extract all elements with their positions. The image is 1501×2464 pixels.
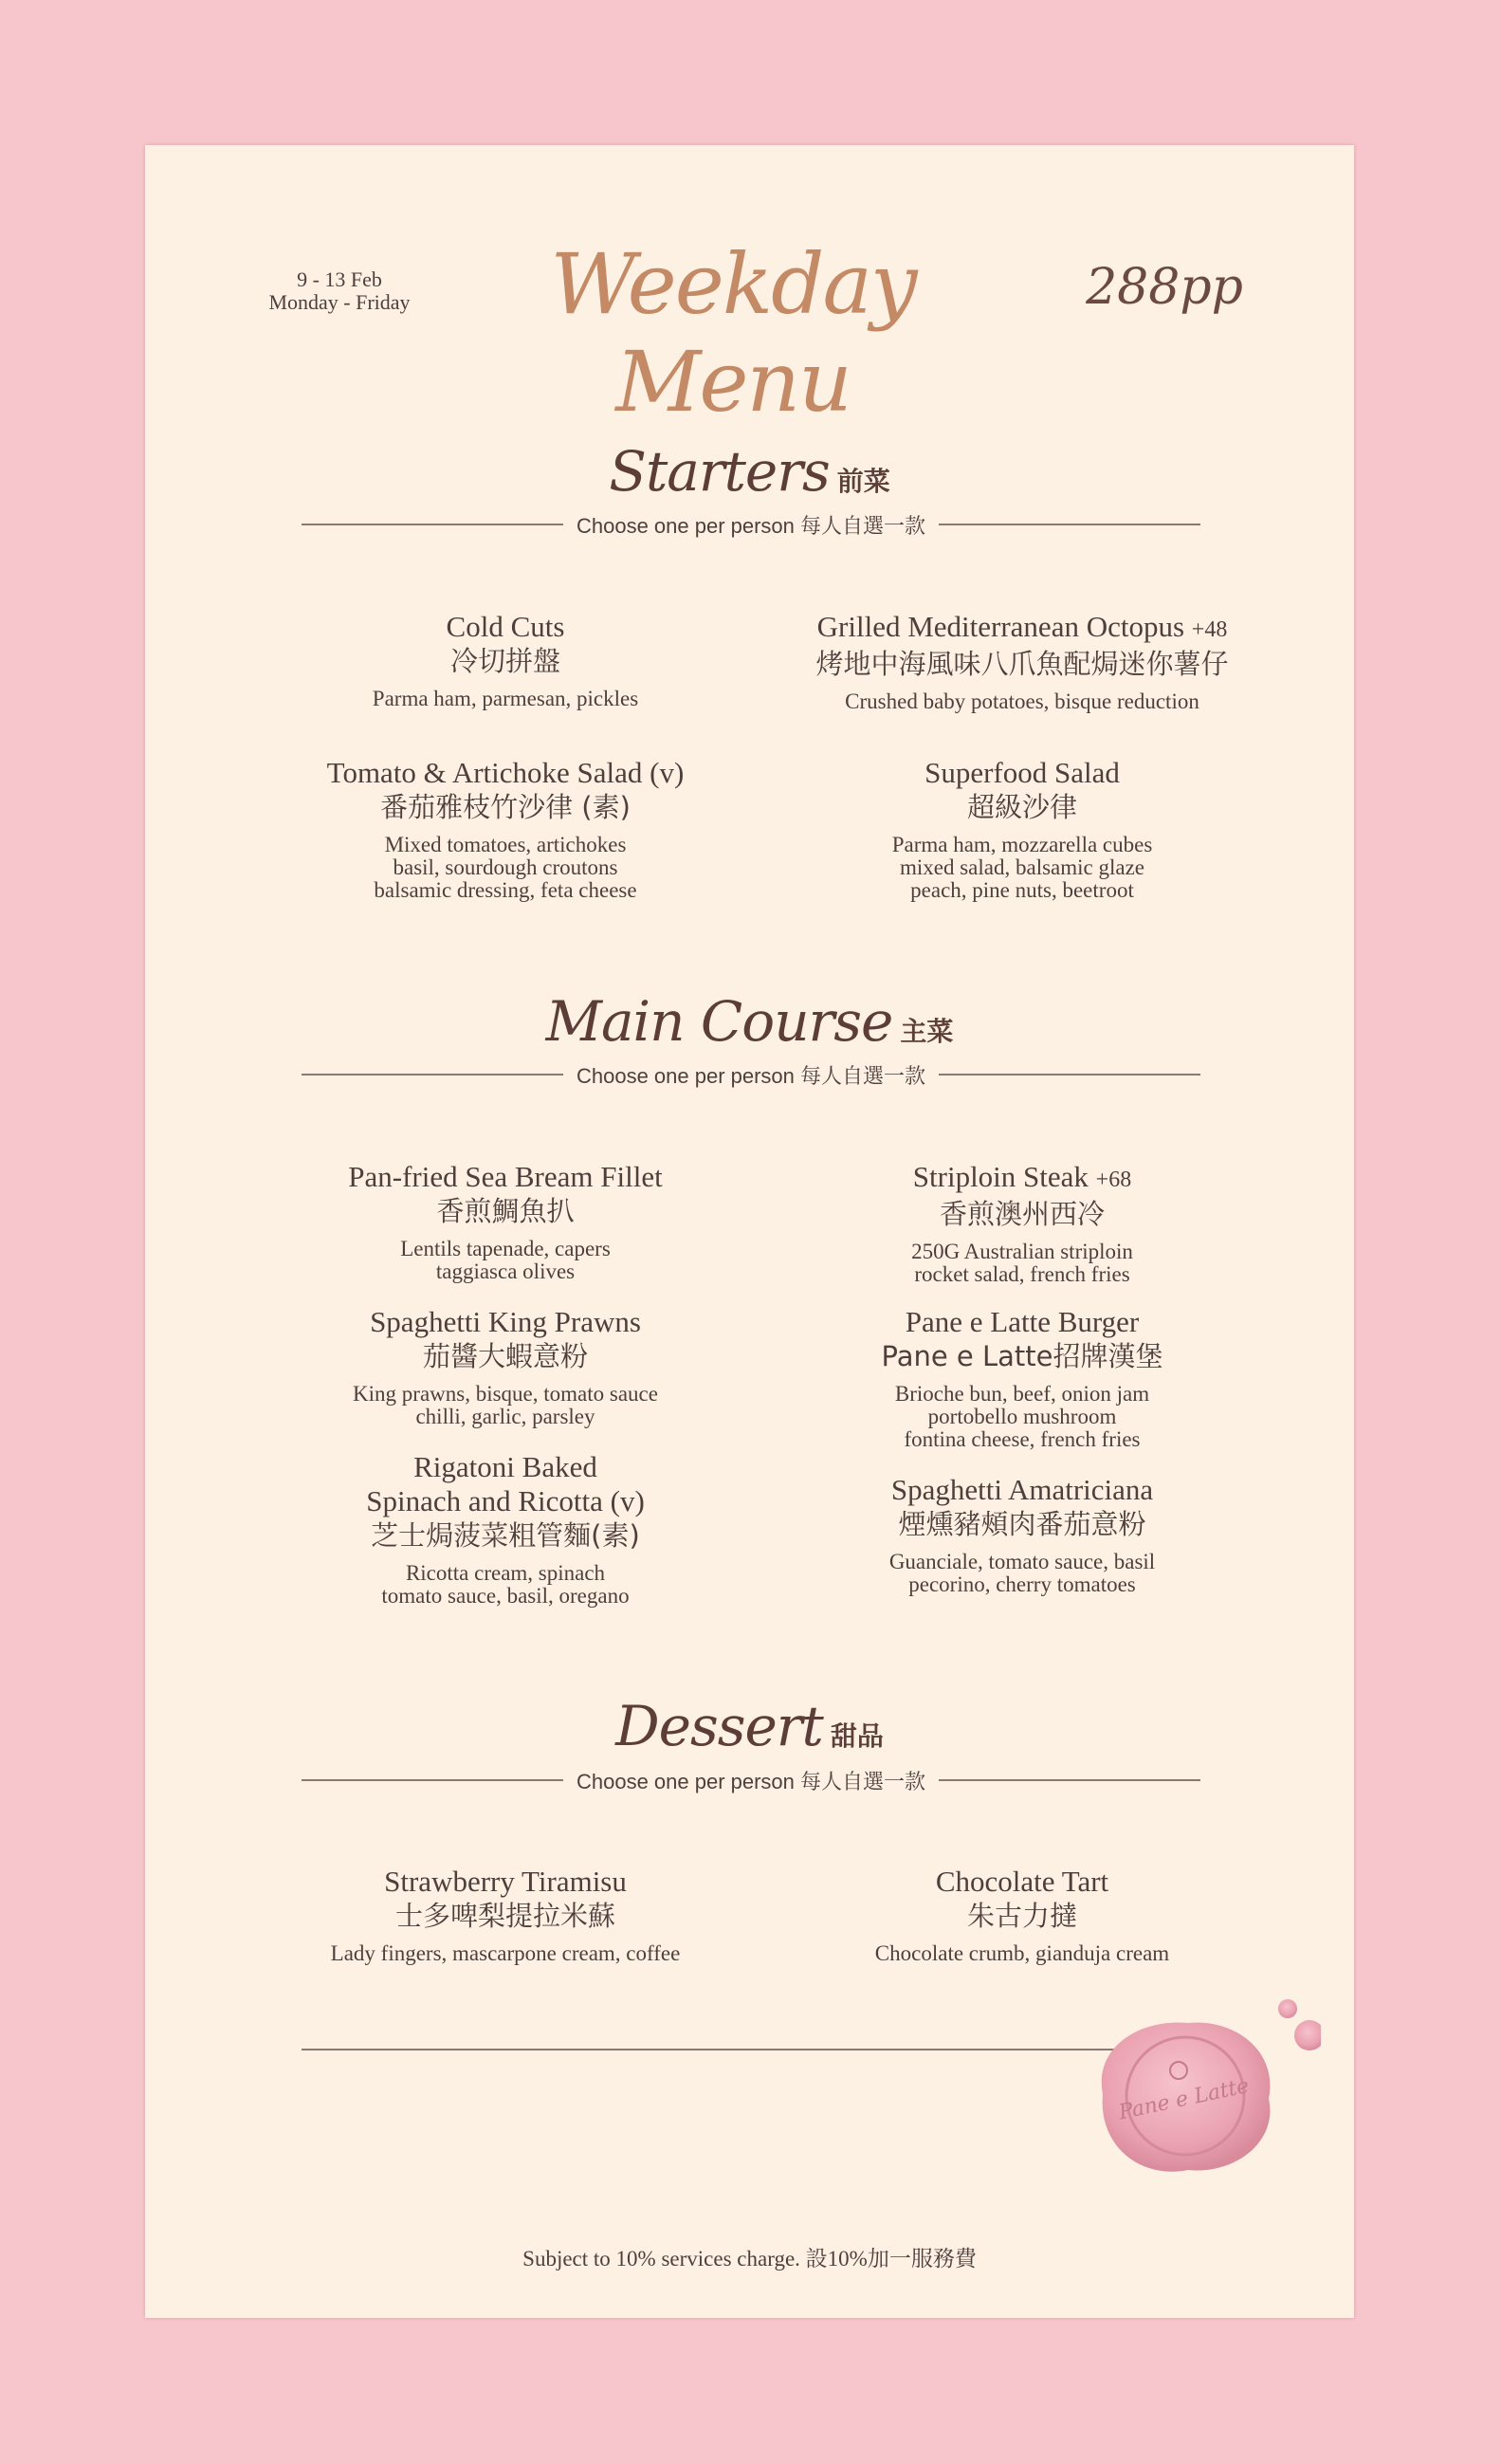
menu-item	[752, 1865, 1292, 1965]
item-desc: Ricotta cream, spinach tomato sauce, basil, oregano	[381, 1561, 630, 1608]
section-title-en: Main Course	[545, 989, 893, 1054]
item-name: Spaghetti Amatriciana	[890, 1473, 1154, 1506]
item-name-line2: Spinach and Ricotta (v)	[366, 1484, 645, 1517]
section-title-en: Dessert	[615, 1694, 823, 1758]
item-name-cn: 香煎鯛魚扒	[436, 1195, 575, 1227]
item-name: Spaghetti King Prawns	[370, 1305, 641, 1338]
section-title-main	[145, 989, 1354, 1054]
item-desc: 250G Australian striploin rocket salad, french fries	[911, 1240, 1133, 1286]
item-name: Pan-fried Sea Bream Fillet	[348, 1160, 663, 1193]
item-desc: Mixed tomatoes, artichokes basil, sourdough croutons balsamic dressing, feta cheese	[374, 833, 637, 902]
menu-item	[268, 1305, 742, 1428]
section-title-starters	[145, 439, 1354, 504]
menu-price: 288pp	[1086, 259, 1243, 316]
menu-item	[268, 1450, 742, 1608]
item-surcharge: +68	[1095, 1168, 1132, 1192]
item-name: Pane e Latte Burger	[905, 1305, 1140, 1338]
item-name-cn: 超級沙律	[966, 791, 1077, 823]
item-desc: Guanciale, tomato sauce, basil pecorino, cherry tomatoes	[888, 1550, 1156, 1596]
section-rule	[302, 1766, 1200, 1794]
item-name: Rigatoni Baked	[413, 1450, 597, 1483]
item-desc: Crushed baby potatoes, bisque reduction	[845, 690, 1199, 713]
item-desc: Parma ham, mozzarella cubes mixed salad, balsamic glaze peach, pine nuts, beetroot	[891, 833, 1153, 902]
section-title-cn: 甜品	[830, 1720, 884, 1752]
menu-item	[752, 1473, 1292, 1596]
menu-item	[752, 1305, 1292, 1451]
section-title-cn: 前菜	[836, 466, 890, 497]
item-desc: Brioche bun, beef, onion jam portobello mushroom fontina cheese, french fries	[894, 1382, 1150, 1451]
choose-note: Choose one per person 每人自選一款	[576, 1769, 926, 1793]
menu-item	[268, 1160, 742, 1283]
item-name-cn: 番茄雅枝竹沙律 (素)	[380, 791, 631, 823]
item-desc: Lady fingers, mascarpone cream, coffee	[330, 1941, 681, 1965]
item-desc: Chocolate crumb, gianduja cream	[874, 1941, 1170, 1965]
service-charge-note: Subject to 10% services charge. 設10%加一服務費	[522, 2247, 977, 2271]
item-name: Strawberry Tiramisu	[384, 1865, 627, 1898]
menu-item	[268, 1865, 742, 1965]
menu-item	[752, 1160, 1292, 1286]
bottom-rule	[302, 2049, 1200, 2050]
menu-item	[268, 756, 742, 902]
section-title-dessert	[145, 1694, 1354, 1758]
section-title-cn: 主菜	[900, 1016, 954, 1047]
section-rule	[302, 510, 1200, 539]
item-name: Tomato & Artichoke Salad (v)	[326, 756, 685, 789]
item-name-cn: Pane e Latte招牌漢堡	[881, 1340, 1163, 1372]
item-desc: Lentils tapenade, capers taggiasca olives	[400, 1237, 611, 1283]
seal-logo-text: Pane e Latte	[1116, 2073, 1252, 2125]
item-name-cn: 茄醬大蝦意粉	[422, 1340, 588, 1372]
item-desc: Parma ham, parmesan, pickles	[372, 687, 639, 710]
item-name: Cold Cuts	[446, 610, 565, 643]
section-rule	[302, 1060, 1200, 1089]
item-name: Chocolate Tart	[935, 1865, 1109, 1898]
wax-seal-logo	[1074, 1980, 1321, 2189]
item-name-cn: 芝士焗菠菜粗管麵(素)	[371, 1519, 640, 1552]
item-name-cn: 煙燻豬頰肉番茄意粉	[898, 1508, 1146, 1540]
menu-item	[752, 610, 1292, 713]
menu-card	[145, 145, 1354, 2318]
item-name-cn: 香煎澳州西冷	[939, 1198, 1105, 1230]
item-name-cn: 冷切拼盤	[449, 645, 560, 677]
item-name: Striploin Steak +68	[912, 1160, 1132, 1193]
item-name-cn: 烤地中海風味八爪魚配焗迷你薯仔	[815, 648, 1229, 680]
choose-note: Choose one per person 每人自選一款	[576, 1063, 926, 1088]
date-range	[245, 268, 434, 314]
item-name: Superfood Salad	[924, 756, 1120, 789]
dates-line2: Monday - Friday	[268, 290, 411, 314]
item-desc: King prawns, bisque, tomato sauce chilli, garlic, parsley	[353, 1382, 658, 1428]
menu-item	[268, 610, 742, 710]
menu-title: Weekday Menu	[550, 235, 916, 431]
section-title-en: Starters	[609, 439, 830, 504]
menu-item	[752, 756, 1292, 902]
item-surcharge: +48	[1191, 617, 1228, 642]
item-name-cn: 朱古力撻	[966, 1900, 1077, 1932]
item-name-cn: 士多啤梨提拉米蘇	[394, 1900, 615, 1932]
item-name: Grilled Mediterranean Octopus +48	[816, 610, 1228, 643]
dates-line1: 9 - 13 Feb	[297, 267, 382, 291]
choose-note: Choose one per person 每人自選一款	[576, 513, 926, 538]
